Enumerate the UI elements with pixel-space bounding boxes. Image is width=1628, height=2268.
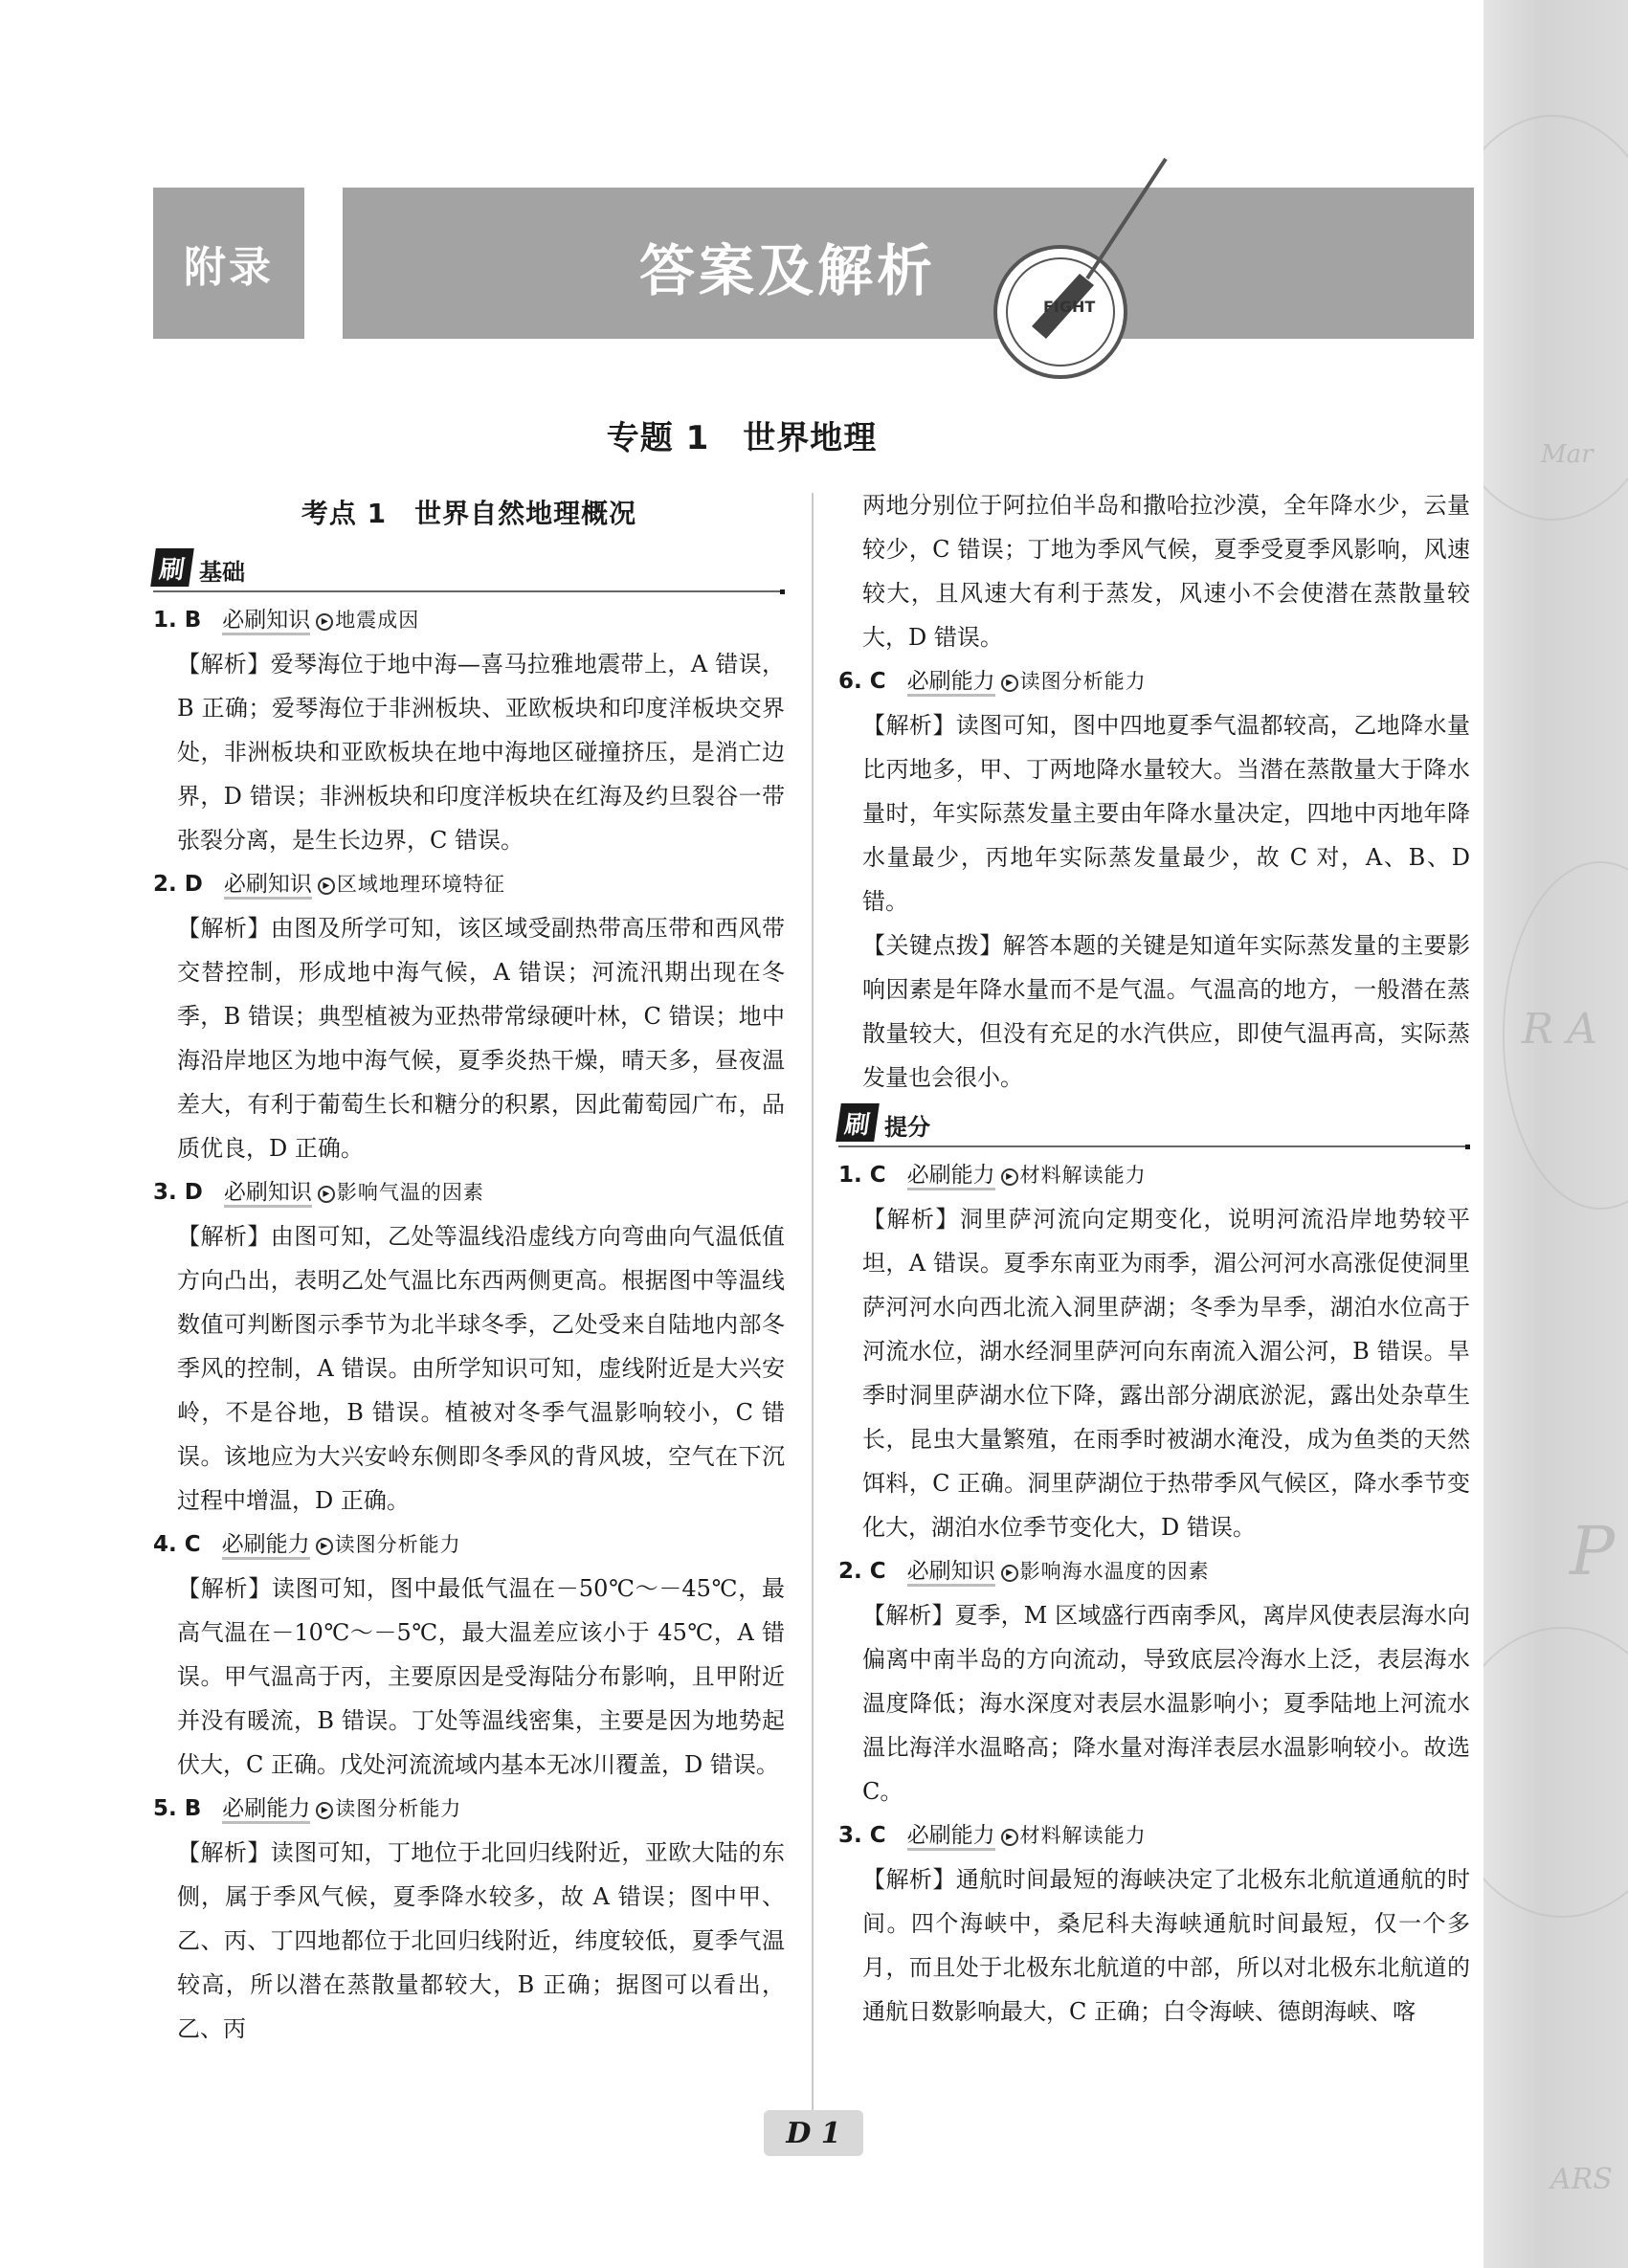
column-divider <box>812 493 814 2110</box>
answer-explanation: 【解析】由图可知，乙处等温线沿虚线方向弯曲向气温低值方向凸出，表明乙处气温比东西两侧更高。根据图中等温线数值可判断图示季节为北半球冬季，乙处受来自陆地内部冬季风的控制，A 错误。由所学知识可知，虚线附近是大兴安岭，不是谷地，B 错误。植被对冬季气温影响较小，C 错误。该地应为大兴安岭东侧即冬季风的背风坡，空气在下沉过程中增温，D 正确。 <box>177 1223 785 1514</box>
question-header <box>153 598 785 642</box>
question-tag: 必刷能力 <box>907 1163 995 1190</box>
question-header <box>153 1787 785 1831</box>
title-banner <box>343 188 1474 339</box>
arrow-circle-icon: ▸ <box>318 878 335 895</box>
question-header <box>153 1170 785 1214</box>
arrow-circle-icon: ▸ <box>316 1802 333 1819</box>
arrow-circle-icon: ▸ <box>1001 1829 1018 1846</box>
section-label: 提分 <box>884 1114 930 1141</box>
pen-badge-icon <box>974 130 1194 379</box>
answer-explanation: 【解析】由图及所学可知，该区域受副热带高压带和西风带交替控制，形成地中海气候，A 错误；河流汛期出现在冬季，B 错误；典型植被为亚热带常绿硬叶林，C 错误；地中海沿岸地区为地中海气候，夏季炎热干燥，晴天多，昼夜温差大，有利于葡萄生长和糖分的积累，因此葡萄园广布，品质优良，D 正确。 <box>177 915 785 1162</box>
question-tag: 必刷能力 <box>222 1796 310 1824</box>
answer-explanation: 【解析】通航时间最短的海峡决定了北极东北航道通航的时间。四个海峡中，桑尼科夫海峡通航时间最短，仅一个多月，而且处于北极东北航道的中部，所以对北极东北航道的通航日数影响最大，C 正确；白令海峡、德朗海峡、喀 <box>862 1866 1470 2025</box>
question-tag: 必刷知识 <box>224 1180 312 1208</box>
topic-title: 专题 1 世界地理 <box>606 419 878 457</box>
question-header <box>838 659 1470 703</box>
question-tag: 必刷知识 <box>224 872 312 900</box>
page-title: 答案及解析 <box>639 238 937 303</box>
shua-icon: 刷 <box>836 1103 880 1142</box>
question-skill: 影响海水温度的因素 <box>1019 1560 1210 1583</box>
appendix-label-box <box>153 188 304 339</box>
question-tag: 必刷能力 <box>907 669 995 697</box>
question-number: 3. D <box>153 1180 203 1205</box>
answer-explanation: 【解析】爱琴海位于地中海—喜马拉雅地震带上，A 错误，B 正确；爱琴海位于非洲板块、亚欧板块和印度洋板块交界处，非洲板块和亚欧板块在地中海地区碰撞挤压，是消亡边界，D 错误；非洲板块和印度洋板块在红海及约旦裂谷一带张裂分离，是生长边界，C 错误。 <box>177 651 785 854</box>
answer-explanation: 【解析】读图可知，丁地位于北回归线附近，亚欧大陆的东侧，属于季风气候，夏季降水较多，故 A 错误；图中甲、乙、丙、丁四地都位于北回归线附近，纬度较低，夏季气温较高，所以潜在蒸散量都较大，B 正确；据图可以看出，乙、丙 <box>177 1839 785 2042</box>
answer-explanation: 【解析】夏季，M 区域盛行西南季风，离岸风使表层海水向偏离中南半岛的方向流动，导致底层冷海水上泛，表层海水温度降低；海水深度对表层水温影响小；夏季陆地上河流水温比海洋水温略高；降水量对海洋表层水温影响较小。故选 C。 <box>862 1602 1470 1805</box>
question-tag: 必刷能力 <box>907 1823 995 1851</box>
question-tag: 必刷能力 <box>222 1532 310 1560</box>
section-label: 基础 <box>199 559 245 586</box>
question-number: 4. C <box>153 1532 201 1557</box>
question-header <box>153 862 785 906</box>
question-skill: 材料解读能力 <box>1019 1824 1147 1847</box>
question-number: 6. C <box>838 669 886 694</box>
question-header <box>838 1549 1470 1593</box>
answer-explanation: 【解析】读图可知，图中最低气温在－50℃～－45℃，最高气温在－10℃～－5℃，最大温差应该小于 45℃，A 错误。甲气温高于丙，主要原因是受海陆分布影响，且甲附近并没有暖流，B 错误。丁处等温线密集，主要是因为地势起伏大，C 正确。戊处河流流域内基本无冰川覆盖，D 错误。 <box>177 1575 785 1778</box>
arrow-circle-icon: ▸ <box>318 1186 335 1203</box>
question-header <box>838 1153 1470 1197</box>
appendix-label: 附录 <box>184 243 274 292</box>
answer-explanation: 【解析】读图可知，图中四地夏季气温都较高，乙地降水量比丙地多，甲、丁两地降水量较大。当潜在蒸散量大于降水量时，年实际蒸发量主要由年降水量决定，四地中丙地年降水量最少，丙地年实际蒸发量最少，故 C 对，A、B、D 错。 <box>862 712 1470 915</box>
arrow-circle-icon: ▸ <box>1001 1565 1018 1582</box>
question-number: 2. C <box>838 1559 886 1584</box>
section-bar-basic <box>153 548 785 592</box>
badge-text: FIGHT <box>1043 298 1096 316</box>
decorative-map-strip: Mar R A P ARS <box>1483 0 1628 2268</box>
answer-explanation: 【解析】洞里萨河流向定期变化，说明河流沿岸地势较平坦，A 错误。夏季东南亚为雨季，湄公河河水高涨促使洞里萨河河水向西北流入洞里萨湖；冬季为旱季，湖泊水位高于河流水位，湖水经洞里萨河向东南流入湄公河，B 错误。旱季时洞里萨湖水位下降，露出部分湖底淤泥，露出处杂草生长，昆虫大量繁殖，在雨季时被湖水淹没，成为鱼类的天然饵料，C 正确。洞里萨湖位于热带季风气候区，降水季节变化大，湖泊水位季节变化大，D 错误。 <box>862 1206 1470 1541</box>
shua-icon: 刷 <box>150 548 194 587</box>
arrow-circle-icon: ▸ <box>1001 1168 1018 1186</box>
key-point: 【关键点拨】解答本题的关键是知道年实际蒸发量的主要影响因素是年降水量而不是气温。气温高的地方，一般潜在蒸散量较大，但没有充足的水汽供应，即使气温再高，实际蒸发量也会很小。 <box>862 932 1470 1091</box>
question-skill: 影响气温的因素 <box>336 1181 484 1204</box>
question-number: 1. B <box>153 608 202 633</box>
question-tag: 必刷知识 <box>907 1559 995 1587</box>
left-column <box>153 483 785 2051</box>
question-number: 3. C <box>838 1823 886 1848</box>
section-bar-advanced <box>838 1103 1470 1147</box>
arrow-circle-icon: ▸ <box>316 1538 333 1555</box>
question-number: 2. D <box>153 872 203 897</box>
page-number: D 1 <box>764 2110 863 2156</box>
question-skill: 读图分析能力 <box>1019 670 1147 693</box>
question-number: 1. C <box>838 1163 886 1188</box>
question-skill: 地震成因 <box>335 609 420 632</box>
question-header <box>838 1813 1470 1857</box>
question-skill: 材料解读能力 <box>1019 1164 1147 1187</box>
question-header <box>153 1523 785 1567</box>
arrow-circle-icon: ▸ <box>316 613 333 631</box>
kaodian-title: 考点 1 世界自然地理概况 <box>301 498 637 529</box>
question-skill: 读图分析能力 <box>334 1533 461 1556</box>
question-number: 5. B <box>153 1796 202 1821</box>
answer-explanation-continued: 两地分别位于阿拉伯半岛和撒哈拉沙漠，全年降水少，云量较少，C 错误；丁地为季风气候，夏季受夏季风影响，风速较大，且风速大有利于蒸发，风速小不会使潜在蒸散量较大，D 错误。 <box>862 492 1470 651</box>
question-skill: 读图分析能力 <box>335 1797 462 1820</box>
right-column <box>838 483 1470 2034</box>
question-tag: 必刷知识 <box>222 608 310 635</box>
arrow-circle-icon: ▸ <box>1001 675 1018 692</box>
question-skill: 区域地理环境特征 <box>336 873 505 896</box>
